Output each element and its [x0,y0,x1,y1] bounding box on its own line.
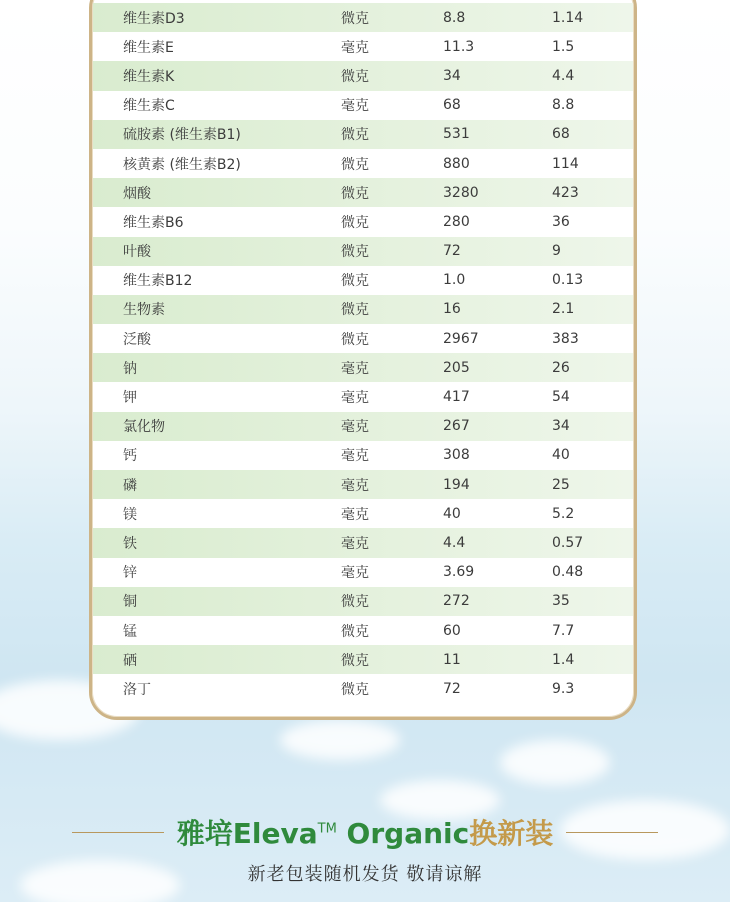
nutrient-unit: 毫克 [341,39,369,56]
nutrient-unit: 毫克 [341,506,369,523]
nutrient-unit: 微克 [341,681,369,698]
nutrient-unit: 微克 [341,214,369,231]
nutrient-unit: 微克 [341,244,369,261]
value-per-serving: 1.4 [552,651,575,668]
nutrient-unit: 微克 [341,10,369,27]
nutrient-name: 磷 [123,477,137,494]
nutrient-name: 镁 [123,506,137,523]
nutrient-unit: 毫克 [341,360,369,377]
nutrient-name: 钙 [123,448,137,465]
nutrient-name: 钠 [123,360,137,377]
footer-subtitle: 新老包装随机发货 敬请谅解 [247,864,483,885]
nutrient-unit: 微克 [341,127,369,144]
table-row [93,587,633,616]
nutrient-name: 泛酸 [123,331,151,348]
value-per-100: 194 [443,476,470,493]
nutrient-name: 核黄素 (维生素B2) [123,156,241,173]
value-per-serving: 40 [552,447,570,464]
nutrient-name: 锰 [123,623,137,640]
nutrient-unit: 微克 [341,273,369,290]
nutrient-name: 叶酸 [123,244,151,261]
value-per-serving: 8.8 [552,97,575,114]
value-per-serving: 35 [552,593,570,610]
value-per-serving: 9 [552,243,561,260]
table-row [93,32,633,61]
table-row [93,616,633,645]
nutrient-name: 洛丁 [123,681,151,698]
table-row [93,207,633,236]
nutrient-name: 硒 [123,652,137,669]
nutrient-name: 锌 [123,565,137,582]
value-per-serving: 114 [552,155,579,172]
nutrient-unit: 微克 [341,302,369,319]
value-per-100: 2967 [443,330,479,347]
nutrient-name: 生物素 [123,302,165,319]
table-row [93,178,633,207]
nutrient-name: 维生素C [123,98,175,115]
nutrient-unit: 毫克 [341,390,369,407]
value-per-100: 417 [443,389,470,406]
nutrient-unit: 毫克 [341,98,369,115]
cloud-decoration [500,740,610,785]
nutrition-table [93,3,633,704]
value-per-100: 16 [443,301,461,318]
value-per-100: 267 [443,418,470,435]
table-row [93,441,633,470]
value-per-serving: 2.1 [552,301,575,318]
value-per-serving: 383 [552,330,579,347]
nutrient-unit: 微克 [341,68,369,85]
value-per-serving: 26 [552,359,570,376]
nutrient-unit: 毫克 [341,535,369,552]
value-per-100: 1.0 [443,272,466,289]
value-per-serving: 36 [552,213,570,230]
value-per-serving: 34 [552,418,570,435]
nutrient-unit: 毫克 [341,448,369,465]
nutrient-name: 维生素E [123,39,174,56]
table-row [93,91,633,120]
value-per-100: 531 [443,126,470,143]
value-per-100: 72 [443,680,461,697]
value-per-serving: 4.4 [552,67,575,84]
trademark-mark: TM [317,821,337,837]
value-per-serving: 0.48 [552,564,584,581]
nutrient-name: 维生素K [123,68,175,85]
value-per-100: 308 [443,447,470,464]
table-row [93,324,633,353]
value-per-100: 280 [443,213,470,230]
nutrient-unit: 微克 [341,185,369,202]
cloud-decoration [280,720,400,760]
table-row [93,3,633,32]
table-row [93,412,633,441]
nutrient-name: 维生素D3 [123,10,185,27]
table-row [93,266,633,295]
value-per-100: 3.69 [443,564,475,581]
value-per-100: 60 [443,622,461,639]
table-row [93,499,633,528]
nutrient-name: 维生素B12 [123,273,193,290]
value-per-100: 205 [443,359,470,376]
nutrient-unit: 微克 [341,331,369,348]
value-per-serving: 1.5 [552,38,575,55]
value-per-serving: 0.13 [552,272,584,289]
value-per-100: 3280 [443,184,479,201]
value-per-100: 880 [443,155,470,172]
nutrient-unit: 毫克 [341,419,369,436]
table-row [93,470,633,499]
value-per-serving: 9.3 [552,680,575,697]
nutrient-name: 铁 [123,535,137,552]
brand-organic: Organic [336,817,470,850]
table-row [93,237,633,266]
nutrient-unit: 微克 [341,652,369,669]
table-row [93,558,633,587]
nutrient-unit: 微克 [341,156,369,173]
nutrient-name: 烟酸 [123,185,151,202]
table-row [93,295,633,324]
value-per-serving: 1.14 [552,9,584,26]
value-per-serving: 54 [552,389,570,406]
nutrient-unit: 微克 [341,623,369,640]
table-row [93,645,633,674]
table-row [93,61,633,90]
value-per-100: 8.8 [443,9,466,26]
value-per-100: 11.3 [443,38,475,55]
nutrient-unit: 毫克 [341,477,369,494]
table-row [93,382,633,411]
new-packaging-label: 换新装 [469,817,554,850]
table-row [93,674,633,703]
nutrient-name: 维生素B6 [123,214,184,231]
value-per-serving: 25 [552,476,570,493]
value-per-100: 272 [443,593,470,610]
value-per-100: 34 [443,67,461,84]
value-per-100: 11 [443,651,461,668]
nutrient-unit: 微克 [341,594,369,611]
value-per-100: 68 [443,97,461,114]
nutrient-name: 钾 [123,390,137,407]
brand-name: 雅培Eleva [176,817,318,850]
value-per-100: 4.4 [443,534,466,551]
nutrient-name: 氯化物 [123,419,165,436]
nutrient-unit: 毫克 [341,565,369,582]
footer-title [0,812,730,852]
value-per-serving: 5.2 [552,505,575,522]
value-per-serving: 0.57 [552,534,584,551]
nutrient-name: 铜 [123,594,137,611]
table-row [93,353,633,382]
value-per-100: 72 [443,243,461,260]
value-per-100: 40 [443,505,461,522]
value-per-serving: 423 [552,184,579,201]
value-per-serving: 68 [552,126,570,143]
table-row [93,528,633,557]
nutrient-name: 硫胺素 (维生素B1) [123,127,241,144]
table-row [93,149,633,178]
table-row [93,120,633,149]
value-per-serving: 7.7 [552,622,575,639]
